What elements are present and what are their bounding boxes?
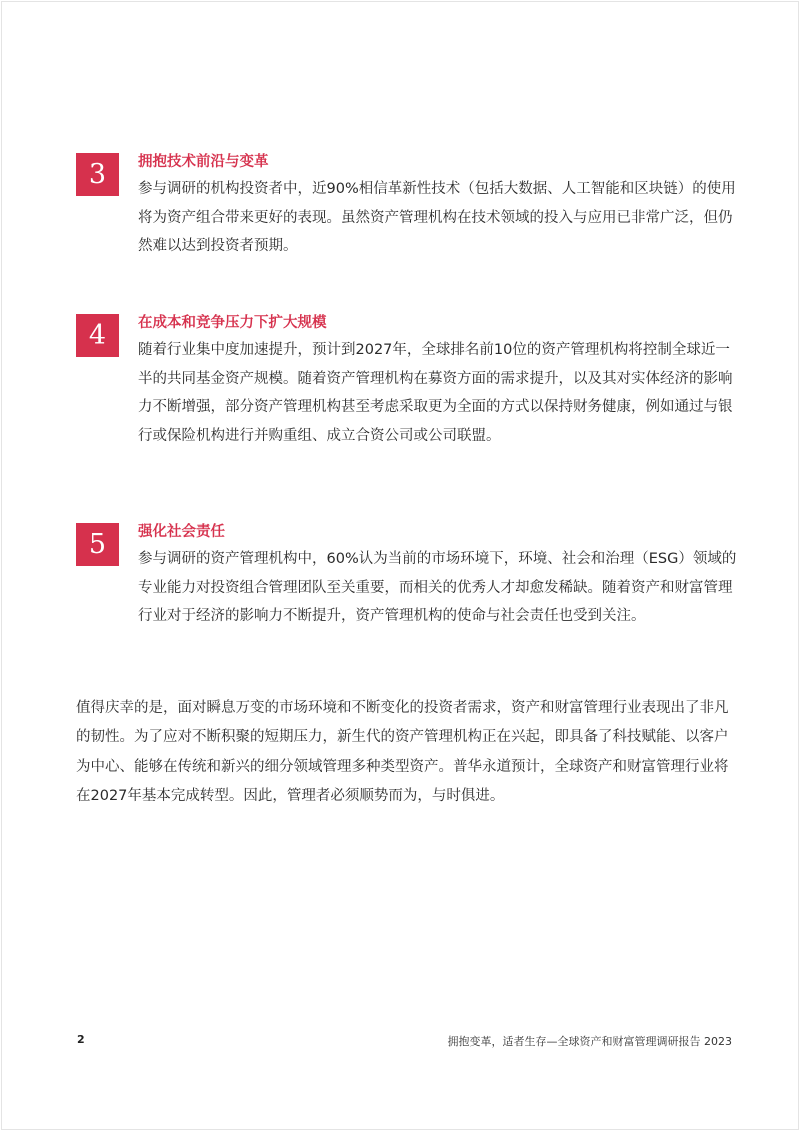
report-title: 拥抱变革，适者生存—全球资产和财富管理调研报告 2023: [447, 1035, 732, 1048]
item-body: 随着行业集中度加速提升，预计到2027年，全球排名前10位的资产管理机构将控制全球近一半的共同基金资产规模。随着资产管理机构在募资方面的需求提升，以及其对实体经济的影响力不断增强，部分资产管理机构甚至考虑采取更为全面的方式以保持财务健康，例如通过与银行或保险机构进行并购重组、成立合资公司或公司联盟。: [138, 342, 733, 444]
item-number-badge: 4: [76, 314, 119, 357]
item-number-badge: 5: [76, 523, 119, 566]
item-title: 在成本和竞争压力下扩大规模: [138, 315, 327, 331]
item-number-badge: 3: [76, 153, 119, 196]
page-number: 2: [77, 1033, 85, 1046]
item-body: 参与调研的机构投资者中，近90%相信革新性技术（包括大数据、人工智能和区块链）的使用将为资产组合带来更好的表现。虽然资产管理机构在技术领域的投入与应用已非常广泛，但仍然难以达到投资者预期。: [138, 181, 736, 255]
item-body: 参与调研的资产管理机构中，60%认为当前的市场环境下，环境、社会和治理（ESG）领域的专业能力对投资组合管理团队至关重要，而相关的优秀人才却愈发稀缺。随着资产和财富管理行业对于经济的影响力不断提升，资产管理机构的使命与社会责任也受到关注。: [138, 551, 737, 625]
closing-paragraph: 值得庆幸的是，面对瞬息万变的市场环境和不断变化的投资者需求，资产和财富管理行业表现出了非凡的韧性。为了应对不断积聚的短期压力，新生代的资产管理机构正在兴起，即具备了科技赋能、以客户为中心、能够在传统和新兴的细分领域管理多种类型资产。普华永道预计，全球资产和财富管理行业将在2027年基本完成转型。因此，管理者必须顺势而为，与时俱进。: [76, 700, 729, 805]
item-title: 强化社会责任: [138, 524, 225, 540]
item-title: 拥抱技术前沿与变革: [138, 154, 269, 170]
